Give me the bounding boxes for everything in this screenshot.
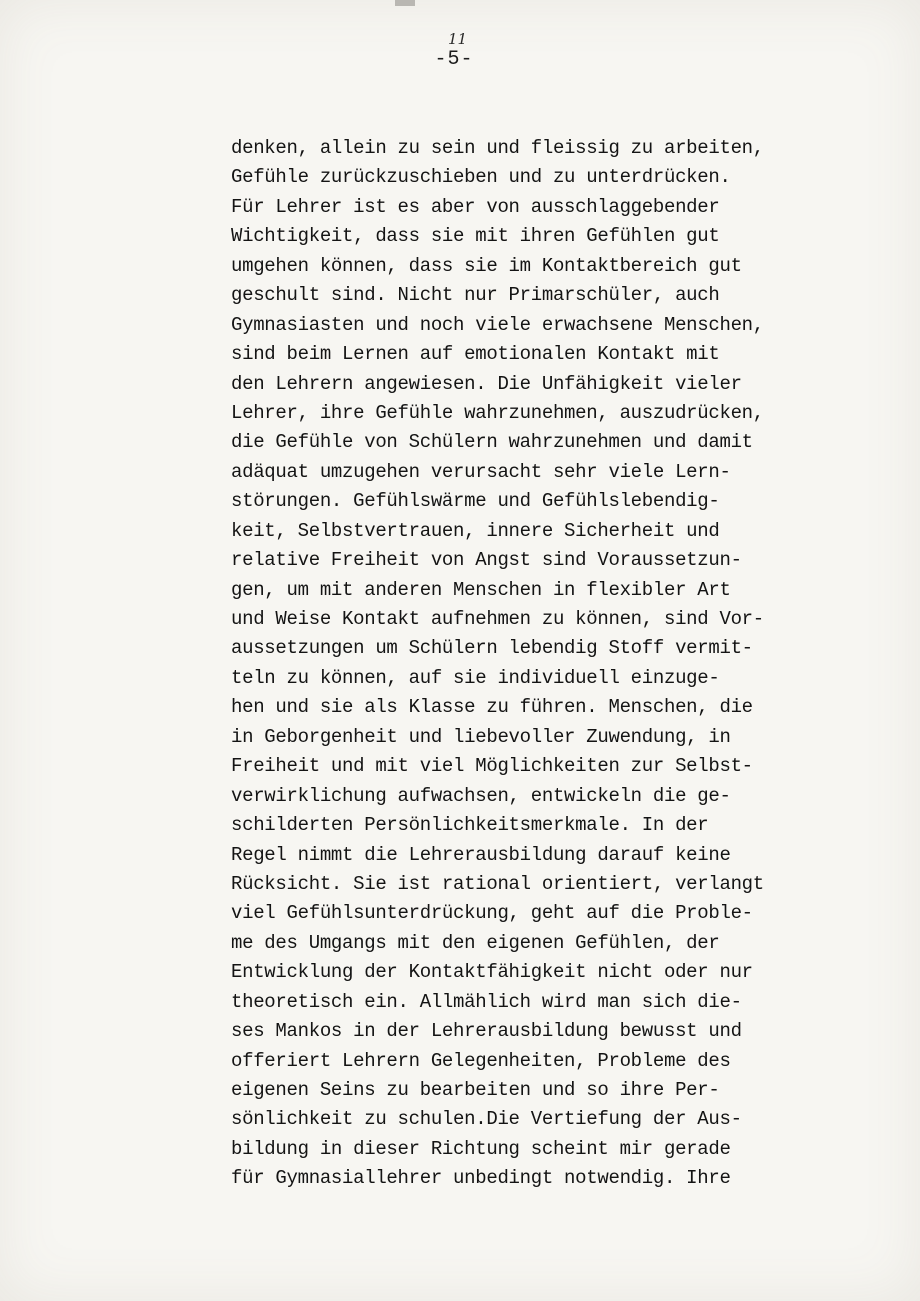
text-line: in Geborgenheit und liebevoller Zuwendung, in: [231, 725, 731, 748]
text-line: theoretisch ein. Allmählich wird man sich die-: [231, 990, 742, 1013]
text-line: die Gefühle von Schülern wahrzunehmen und damit: [231, 431, 753, 454]
text-line: sind beim Lernen auf emotionalen Kontakt mit: [231, 343, 720, 366]
text-line: Wichtigkeit, dass sie mit ihren Gefühlen gut: [231, 225, 720, 248]
text-line: Für Lehrer ist es aber von ausschlaggebender: [231, 195, 720, 218]
text-line: eigenen Seins zu bearbeiten und so ihre Per-: [231, 1079, 720, 1101]
text-line: Entwicklung der Kontaktfähigkeit nicht oder nur: [231, 961, 753, 984]
text-line: und Weise Kontakt aufnehmen zu können, sind Vor-: [231, 608, 764, 630]
text-line: viel Gefühlsunterdrückung, geht auf die Proble-: [231, 902, 753, 925]
text-line: störungen. Gefühlswärme und Gefühlslebendig-: [231, 490, 720, 513]
text-line: denken, allein zu sein und fleissig zu arbeiten,: [231, 137, 764, 159]
text-line: offeriert Lehrern Gelegenheiten, Probleme des: [231, 1049, 731, 1072]
text-line: bildung in dieser Richtung scheint mir gerade: [231, 1137, 731, 1160]
binding-mark: [395, 0, 415, 6]
text-line: Lehrer, ihre Gefühle wahrzunehmen, auszudrücken,: [231, 401, 764, 424]
typed-page-number: -5-: [434, 48, 474, 71]
text-line: adäquat umzugehen verursacht sehr viele Lern-: [231, 460, 731, 483]
handwritten-page-number: 11: [448, 30, 468, 48]
text-line: für Gymnasiallehrer unbedingt notwendig. Ihre: [231, 1167, 731, 1190]
text-line: Regel nimmt die Lehrerausbildung darauf keine: [231, 843, 731, 866]
text-line: ses Mankos in der Lehrerausbildung bewusst und: [231, 1020, 742, 1043]
text-line: den Lehrern angewiesen. Die Unfähigkeit vieler: [231, 372, 742, 395]
text-line: me des Umgangs mit den eigenen Gefühlen, der: [231, 931, 720, 954]
body-text: [231, 134, 791, 1194]
text-line: aussetzungen um Schülern lebendig Stoff vermit-: [231, 637, 753, 660]
text-line: keit, Selbstvertrauen, innere Sicherheit und: [231, 519, 720, 542]
text-line: Gefühle zurückzuschieben und zu unterdrücken.: [231, 166, 731, 189]
text-line: teln zu können, auf sie individuell einzuge-: [231, 666, 720, 689]
text-line: hen und sie als Klasse zu führen. Menschen, die: [231, 696, 753, 719]
text-line: schilderten Persönlichkeitsmerkmale. In der: [231, 814, 709, 837]
text-line: Freiheit und mit viel Möglichkeiten zur Selbst-: [231, 755, 753, 778]
text-line: gen, um mit anderen Menschen in flexibler Art: [231, 578, 731, 601]
text-line: geschult sind. Nicht nur Primarschüler, auch: [231, 284, 720, 307]
text-line: relative Freiheit von Angst sind Voraussetzun-: [231, 549, 742, 572]
text-line: Gymnasiasten und noch viele erwachsene Menschen,: [231, 313, 764, 336]
text-line: umgehen können, dass sie im Kontaktbereich gut: [231, 254, 742, 277]
text-line: sönlichkeit zu schulen.Die Vertiefung der Aus-: [231, 1108, 742, 1131]
text-line: Rücksicht. Sie ist rational orientiert, verlangt: [231, 872, 764, 895]
text-line: verwirklichung aufwachsen, entwickeln die ge-: [231, 784, 731, 807]
page-number: [434, 30, 474, 74]
